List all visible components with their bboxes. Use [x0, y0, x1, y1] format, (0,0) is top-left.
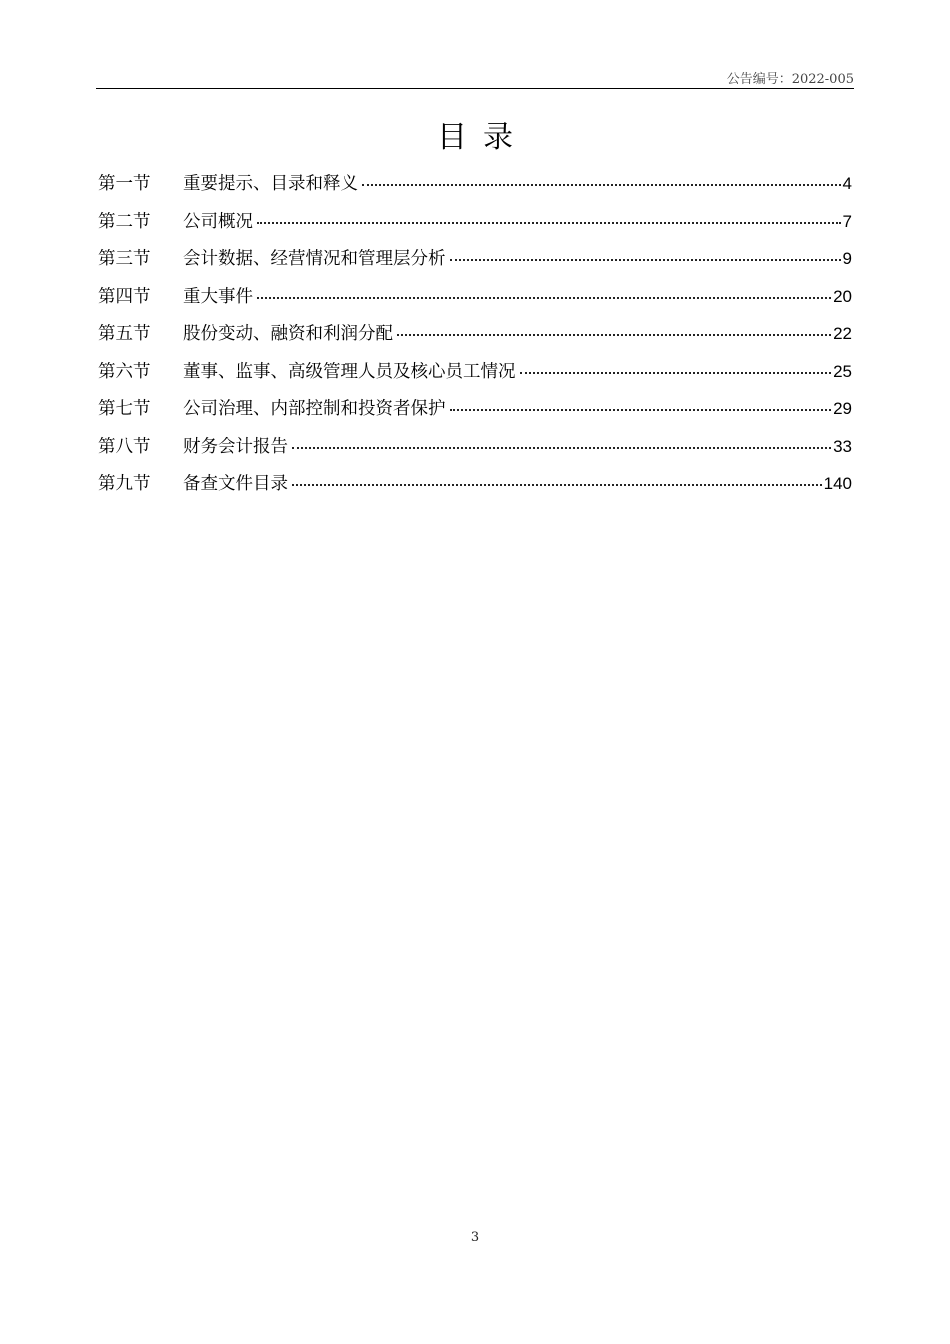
toc-item-2[interactable] [98, 206, 852, 244]
toc-section-label: 第五节 [98, 324, 151, 344]
toc-section-label: 第四节 [98, 286, 151, 307]
toc-item-7[interactable] [98, 393, 852, 431]
page-header [96, 66, 854, 89]
toc-item-8[interactable] [98, 431, 852, 469]
toc-section-name: 重要提示、目录和释义 [183, 174, 358, 194]
toc-leader-dots [450, 245, 841, 261]
toc-leader-dots [292, 470, 822, 486]
toc-item-9[interactable] [98, 468, 852, 506]
toc-section-name: 财务会计报告 [183, 436, 288, 457]
toc-page-number: 140 [823, 474, 852, 493]
toc-section-name: 股份变动、融资和利润分配 [183, 324, 393, 344]
toc-section-label: 第一节 [98, 174, 151, 194]
toc-leader-dots [257, 208, 841, 224]
toc-section-name: 公司概况 [183, 211, 253, 232]
toc-page-number: 9 [842, 249, 852, 268]
toc-section-name: 董事、监事、高级管理人员及核心员工情况 [183, 361, 516, 382]
toc-leader-dots [450, 395, 832, 411]
toc-section-name: 会计数据、经营情况和管理层分析 [183, 249, 446, 269]
toc-leader-dots [520, 358, 832, 374]
toc-title: 目录 [437, 120, 529, 155]
toc-leader-dots [397, 320, 831, 336]
toc-item-6[interactable] [98, 356, 852, 394]
toc-section-label: 第三节 [98, 249, 151, 269]
toc-leader-dots [292, 433, 831, 449]
toc-section-name: 备查文件目录 [183, 474, 288, 494]
toc-list [98, 168, 852, 506]
toc-section-name: 公司治理、内部控制和投资者保护 [183, 399, 446, 419]
toc-item-1[interactable] [98, 168, 852, 206]
toc-item-3[interactable] [98, 243, 852, 281]
toc-section-label: 第六节 [98, 361, 151, 382]
toc-page-number: 29 [833, 399, 852, 418]
toc-leader-dots [362, 170, 841, 186]
toc-section-label: 第七节 [98, 399, 151, 419]
toc-section-label: 第八节 [98, 436, 151, 457]
toc-section-label: 第九节 [98, 474, 151, 494]
toc-leader-dots [257, 283, 831, 299]
toc-page-number: 33 [833, 436, 852, 456]
toc-page-number: 22 [833, 324, 852, 343]
toc-section-name: 重大事件 [183, 286, 253, 307]
toc-item-5[interactable] [98, 318, 852, 356]
page-number: 3 [470, 1230, 480, 1245]
toc-page-number: 20 [833, 286, 852, 306]
toc-page-number: 7 [842, 211, 852, 231]
toc-item-4[interactable] [98, 281, 852, 319]
toc-page-number: 4 [842, 174, 852, 193]
toc-section-label: 第二节 [98, 211, 151, 232]
toc-page-number: 25 [833, 361, 852, 381]
announcement-number: 公告编号：2022-005 [726, 72, 854, 87]
